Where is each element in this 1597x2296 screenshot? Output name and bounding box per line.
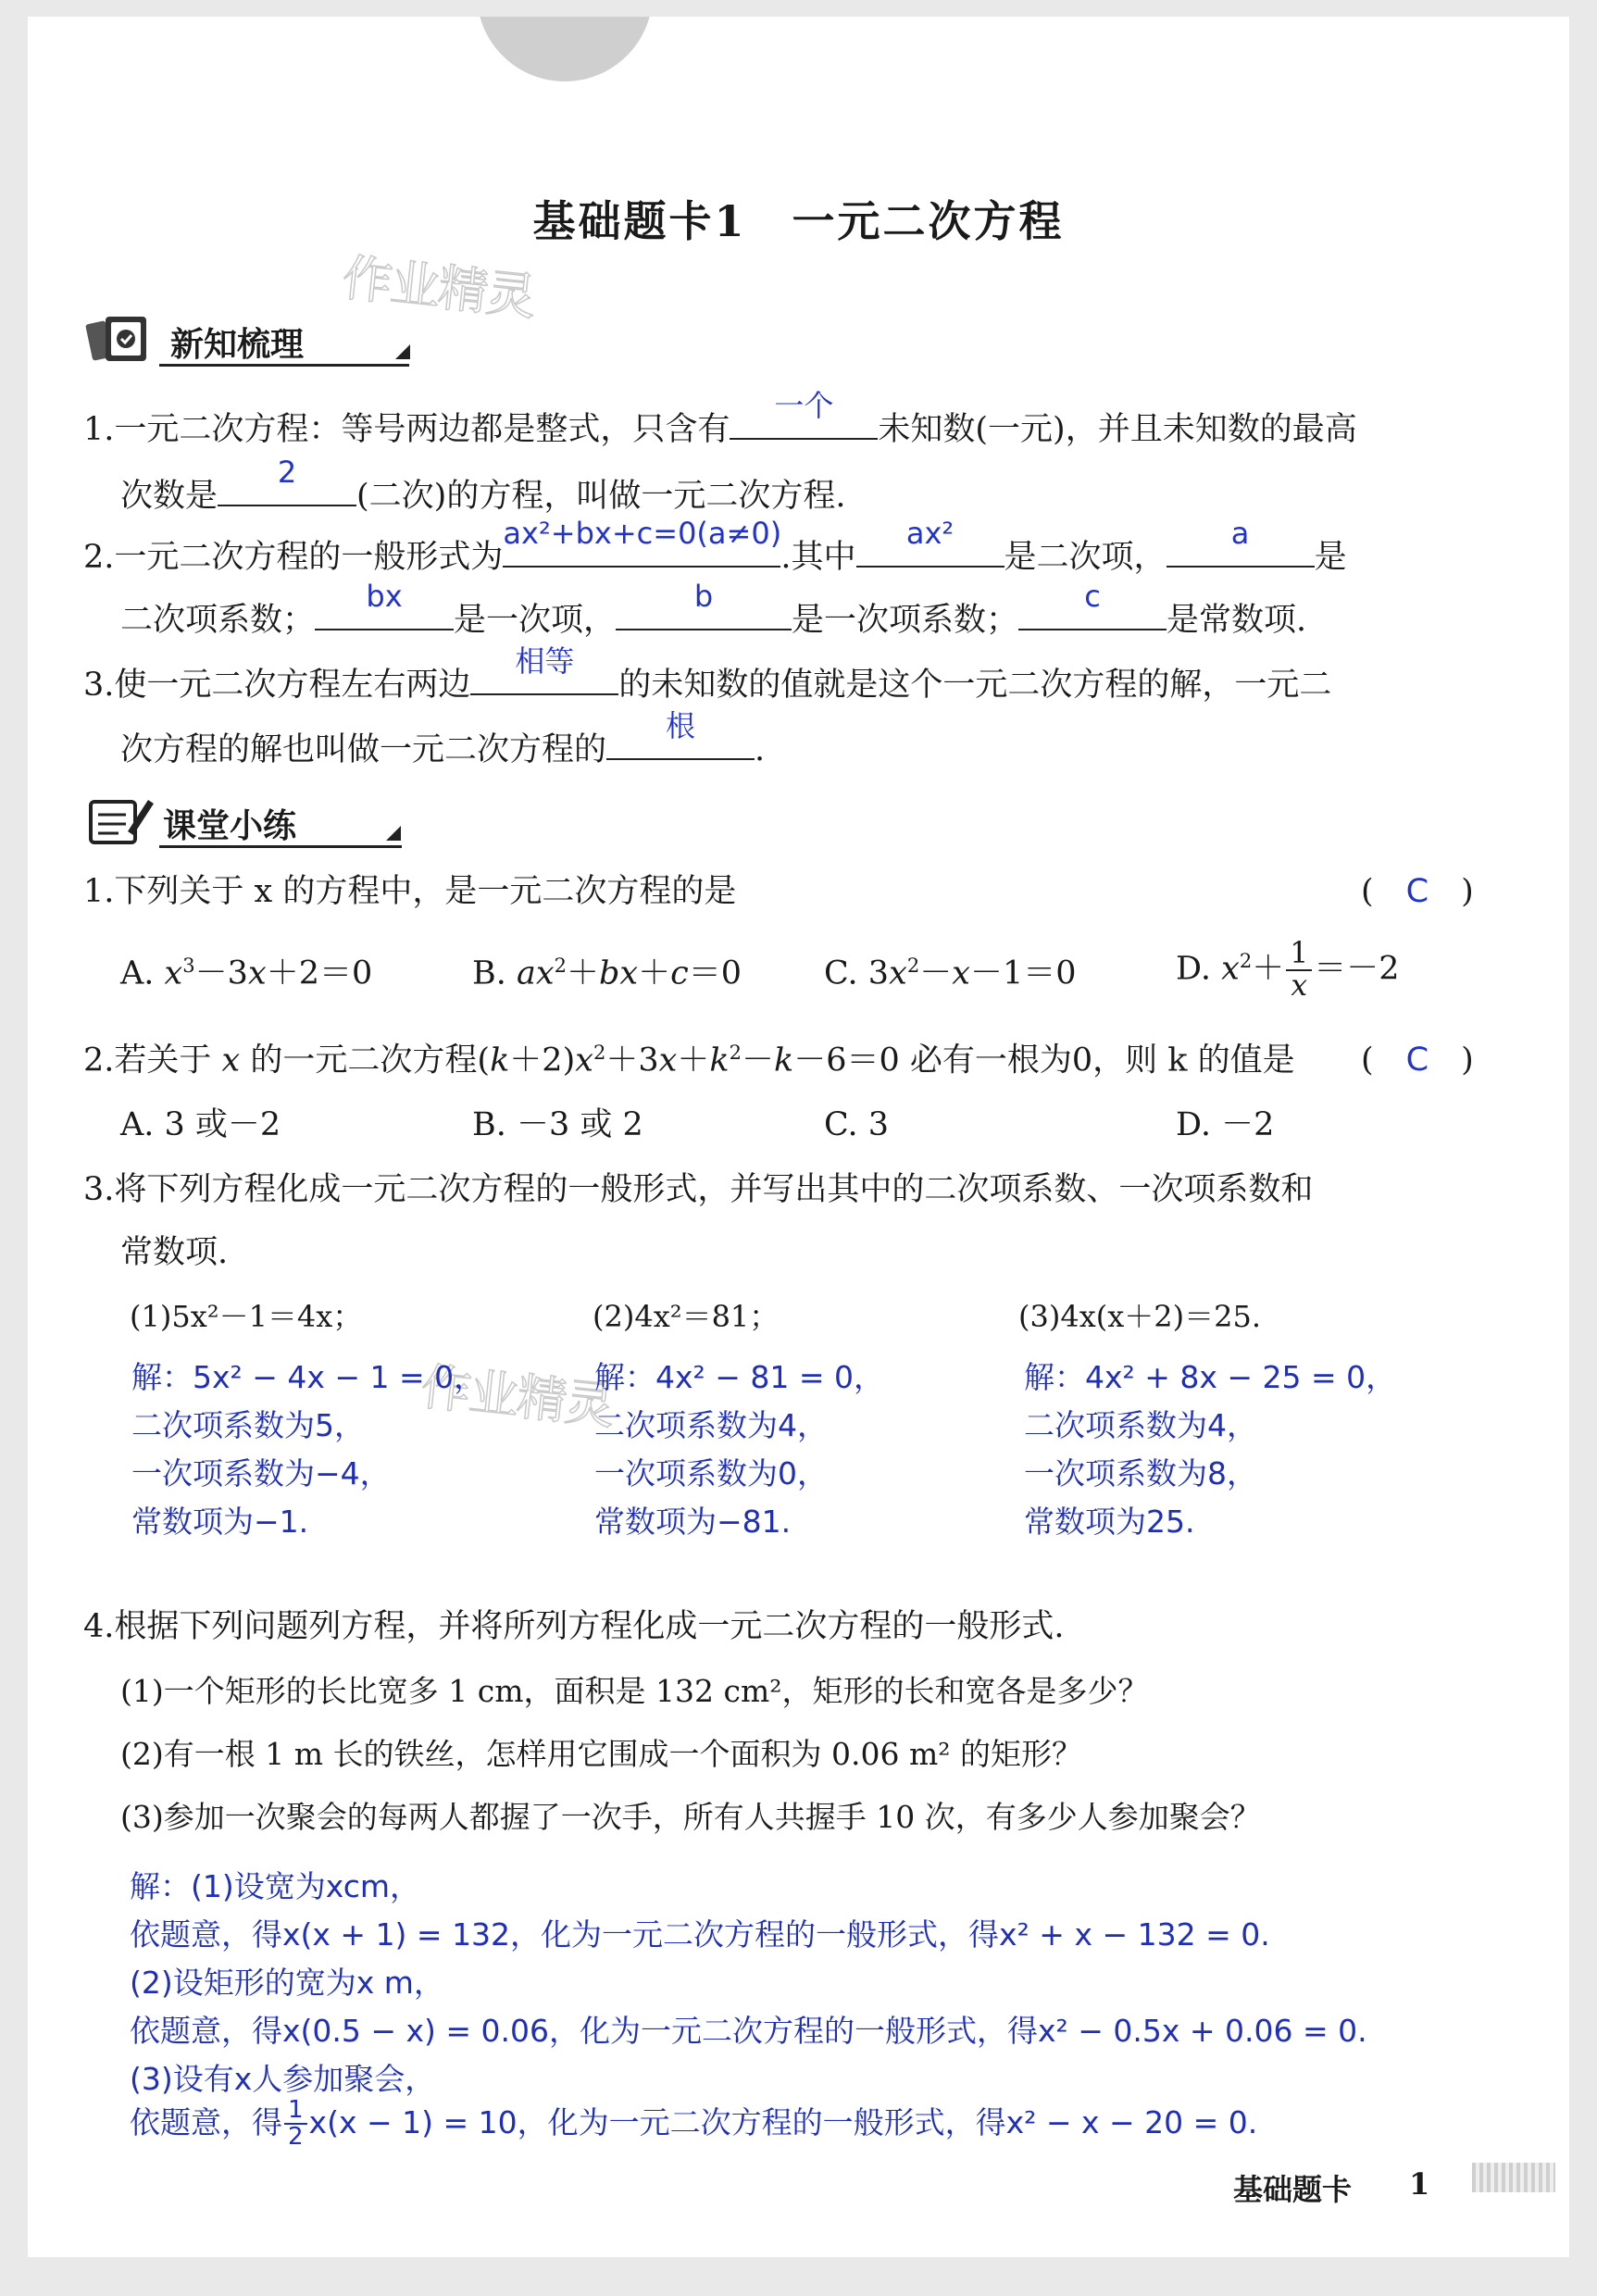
solution-1-line3: 一次项系数为−4，: [131, 1455, 391, 1491]
answer-blank: bx: [315, 594, 454, 630]
solution-4-line1: 解：(1)设宽为xcm，: [130, 1868, 420, 1904]
practice-2-option-c: C. 3: [824, 1106, 890, 1143]
practice-4-sub-2: (2)有一根 1 m 长的铁丝，怎样用它围成一个面积为 0.06 m² 的矩形？: [120, 1736, 1082, 1772]
section-underline: [159, 845, 402, 848]
solution-4-line2: 依题意，得x(x + 1) = 132，化为一元二次方程的一般形式，得x² + x − 132 = 0.: [130, 1916, 1270, 1953]
solution-3-line2: 二次项系数为4，: [1024, 1407, 1257, 1443]
solution-2-line4: 常数项为−81.: [594, 1504, 792, 1540]
solution-4-line5: (3)设有x人参加聚会，: [130, 2061, 436, 2097]
knowledge-item-3-line1: 3.使一元二次方程左右两边 相等 的未知数的值就是这个一元二次方程的解，一元二: [83, 643, 1332, 704]
practice-1-stem: 1.下列关于 x 的方程中，是一元二次方程的是: [83, 873, 737, 910]
practice-2-option-b: B. －3 或 2: [472, 1106, 643, 1143]
answer-blank: 相等: [470, 659, 618, 695]
section-header-class-practice: [85, 792, 418, 848]
solution-2-line3: 一次项系数为0，: [594, 1455, 828, 1491]
solution-1-line4: 常数项为−1.: [131, 1504, 309, 1540]
section-triangle: [395, 344, 410, 359]
watermark: 作业精灵: [339, 248, 538, 327]
answer-blank: c: [1018, 594, 1167, 630]
section-title: 新知梳理: [170, 326, 305, 364]
practice-1-option-d: D. $x^2+$ $\frac{1}{x}$ ＝－2: [1176, 937, 1400, 1004]
practice-1-option-c: C. $3x^2-x-1=0$: [824, 955, 1077, 992]
practice-3-stem-line1: 3.将下列方程化成一元二次方程的一般形式，并写出其中的二次项系数、一次项系数和: [83, 1171, 1314, 1208]
page-number: 1: [1409, 2166, 1430, 2202]
practice-3-stem-line2: 常数项.: [120, 1234, 229, 1271]
answer-blank: b: [616, 594, 792, 630]
footer-decoration: [1472, 2163, 1555, 2192]
section-header-new-knowledge: [85, 311, 418, 367]
solution-4-line6: 依题意，得 $\frac{1}{2}$ x(x − 1) = 10，化为一元二次方程的一般形式，得x² − x − 20 = 0.: [130, 2096, 1258, 2152]
answer-blank: a: [1167, 531, 1315, 568]
page-corner-decoration: [477, 17, 653, 81]
watermark: 作业精灵: [418, 1357, 617, 1436]
practice-4-stem: 4.根据下列问题列方程，并将所列方程化成一元二次方程的一般形式.: [83, 1608, 1065, 1645]
practice-1-option-a: A. $x^3-3x+2=0$: [120, 955, 373, 992]
worksheet-page: [28, 17, 1569, 2257]
knowledge-item-3-line2: 次方程的解也叫做一元二次方程的 根 .: [120, 708, 766, 768]
notebook-pen-icon: [85, 794, 159, 848]
practice-2-answer: ( C ): [1361, 1042, 1474, 1079]
solution-1-line1: 解：5x² − 4x − 1 = 0，: [131, 1359, 485, 1395]
knowledge-item-2-line1: 2.一元二次方程的一般形式为 ax²+bx+c=0(a≠0) .其中 ax² 是二次项， a 是: [83, 516, 1347, 576]
answer-blank: 2: [218, 470, 356, 506]
section-underline: [159, 364, 409, 367]
practice-2-option-a: A. 3 或－2: [120, 1106, 281, 1143]
solution-3-line3: 一次项系数为8，: [1024, 1455, 1257, 1491]
page-title: 基础题卡1 一元二次方程: [532, 196, 1065, 246]
practice-3-sub-3: (3)4x(x＋2)＝25.: [1018, 1299, 1262, 1334]
practice-3-sub-1: (1)5x²－1＝4x；: [130, 1299, 363, 1334]
practice-1-option-b: B. $ax^2+bx+c=0$: [472, 955, 742, 992]
practice-4-sub-1: (1)一个矩形的长比宽多 1 cm，面积是 132 cm²，矩形的长和宽各是多少？: [120, 1673, 1149, 1709]
solution-3-line4: 常数项为25.: [1024, 1504, 1195, 1540]
solution-3-line1: 解：4x² + 8x − 25 = 0，: [1024, 1359, 1397, 1395]
practice-1-answer: ( C ): [1361, 873, 1474, 910]
practice-3-sub-2: (2)4x²＝81；: [593, 1299, 780, 1334]
knowledge-item-1-line1: 1.一元二次方程：等号两边都是整式，只含有 一个 未知数(一元)，并且未知数的最高: [83, 388, 1357, 448]
knowledge-item-1-line2: 次数是 2 (二次)的方程，叫做一元二次方程.: [120, 455, 846, 515]
footer-label: 基础题卡: [1233, 2172, 1353, 2207]
practice-2-option-d: D. －2: [1176, 1106, 1275, 1143]
practice-4-sub-3: (3)参加一次聚会的每两人都握了一次手，所有人共握手 10 次，有多少人参加聚会？: [120, 1799, 1261, 1835]
section-title: 课堂小练: [163, 807, 297, 845]
solution-1-line2: 二次项系数为5，: [131, 1407, 365, 1443]
solution-4-line4: 依题意，得x(0.5 − x) = 0.06，化为一元二次方程的一般形式，得x² − 0.5x + 0.06 = 0.: [130, 2013, 1367, 2049]
practice-2-stem: 2.若关于 x 的一元二次方程$(k+2)x^2+3x+k^2-k-6=0$ 必有一根为0，则 k 的值是: [83, 1042, 1295, 1079]
solution-2-line2: 二次项系数为4，: [594, 1407, 828, 1443]
answer-blank: 根: [606, 724, 755, 760]
answer-blank: 一个: [730, 404, 878, 440]
knowledge-item-2-line2: 二次项系数； bx 是一次项， b 是一次项系数； c 是常数项.: [120, 579, 1307, 639]
answer-blank: ax²+bx+c=0(a≠0): [503, 531, 780, 568]
answer-blank: ax²: [856, 531, 1004, 568]
solution-2-line1: 解：4x² − 81 = 0，: [594, 1359, 885, 1395]
notebook-check-icon: [85, 313, 159, 367]
solution-4-line3: (2)设矩形的宽为x m，: [130, 1965, 444, 2001]
section-triangle: [386, 826, 401, 841]
